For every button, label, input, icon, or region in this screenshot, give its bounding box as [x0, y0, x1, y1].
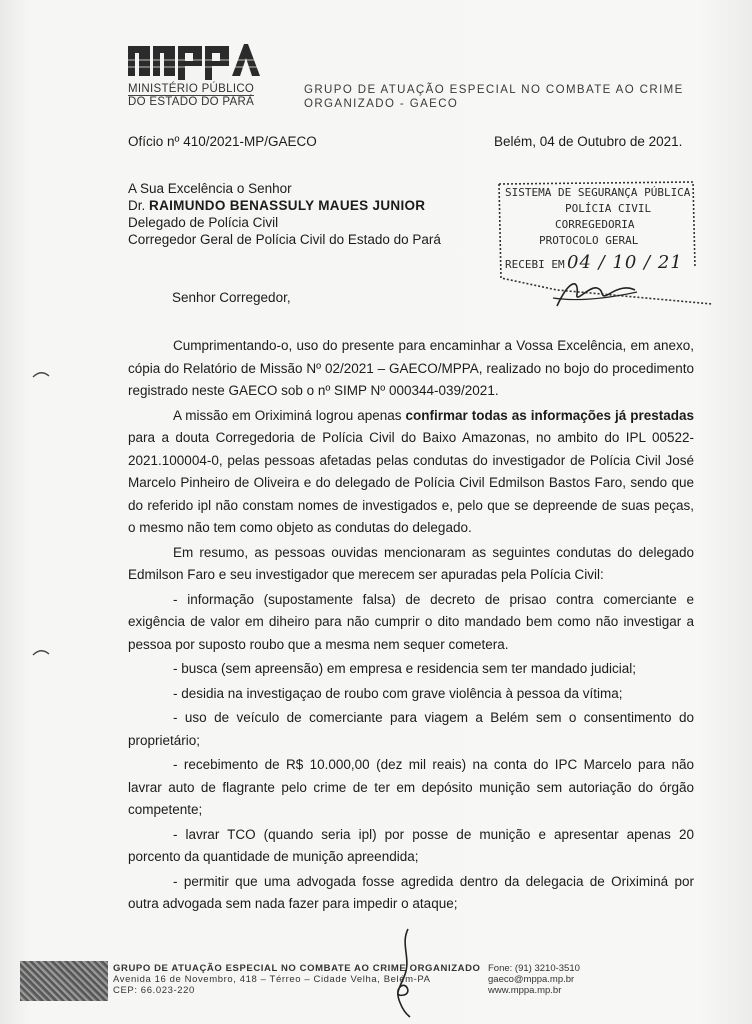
stamp-line-2: POLÍCIA CIVIL	[565, 202, 652, 215]
paragraph-1: Cumprimentando-o, uso do presente para encaminhar a Vossa Excelência, em anexo, cópia do Relatório de Missão Nº 02/2021 – GAECO/MPPA, realizado no bojo do procedimento registrado neste GAECO sob o nº SIMP Nº 000344-039/2021.	[128, 338, 694, 398]
addressee-name-line	[128, 197, 441, 214]
signature	[386, 925, 426, 1020]
list-item: - busca (sem apreensão) em empresa e residencia sem ter mandado judicial;	[173, 661, 636, 676]
stamp-signature	[549, 276, 639, 310]
letter-body	[128, 335, 694, 918]
paragraph-2-bold: confirmar todas as informações já prestadas	[405, 407, 694, 423]
paragraph-2-end: para a douta Corregedoria de Polícia Civil do Baixo Amazonas, no ambito do IPL 00522-2021.100004-0, pelas pessoas afetadas pelas condutas do investigador de Polícia Civil José Marcelo Pinheiro de Oliveira e do delegado de Polícia Civil Edmilson Bastos Faro, sendo que do referido ipl não constam nomes de investigados e, pelo que se depreende de suas peças, o mesmo não tem como objeto as condutas do delegado.	[128, 430, 694, 535]
addressee-name: RAIMUNDO BENASSULY MAUES JUNIOR	[149, 198, 426, 213]
addressee-line-4: Corregedor Geral de Polícia Civil do Estado do Pará	[128, 232, 441, 247]
footer-site: www.mppa.mp.br	[488, 985, 562, 996]
paragraph-3: Em resumo, as pessoas ouvidas mencionaram as seguintes condutas do delegado Edmilson Faro e seu investigador que merecem ser apuradas pela Polícia Civil:	[128, 544, 694, 582]
stamp-line-4: PROTOCOLO GERAL	[539, 234, 639, 247]
addressee-prefix: Dr.	[128, 198, 150, 213]
mppa-logo	[128, 40, 260, 80]
list-item: - lavrar TCO (quando seria ipl) por posse de munição e apresentar apenas 20 porcento da quantidade de munição apreendida;	[128, 826, 694, 864]
paragraph-2	[128, 405, 694, 540]
footer-address: Avenida 16 de Novembro, 418 – Térreo – Cidade Velha, Belém-PA	[113, 974, 431, 985]
addressee-line-1: A Sua Excelência o Senhor	[128, 181, 292, 196]
footer-cep: CEP: 66.023-220	[113, 985, 195, 996]
addressee-block	[128, 180, 441, 248]
logo-line-1: MINISTÉRIO PÚBLICO	[128, 83, 255, 95]
document-date: Belém, 04 de Outubro de 2021.	[494, 134, 683, 149]
footer-logo-block	[20, 961, 108, 1001]
group-heading-line-1: GRUPO DE ATUAÇÃO ESPECIAL NO COMBATE AO CRIME	[304, 84, 684, 96]
paragraph-2-start: A missão em Oriximiná logrou apenas	[173, 407, 406, 423]
group-heading	[304, 83, 694, 111]
salutation: Senhor Corregedor,	[172, 290, 291, 305]
footer-phone: Fone: (91) 3210-3510	[488, 963, 580, 974]
stamp-line-3: CORREGEDORIA	[555, 218, 635, 231]
list-item: - recebimento de R$ 10.000,00 (dez mil reais) na conta do IPC Marcelo para não lavrar auto de flagrante pelo crime de ter em depósito munição sem autoriação do órgão competente;	[128, 757, 694, 817]
addressee-line-3: Delegado de Polícia Civil	[128, 215, 279, 230]
hole-mark	[32, 370, 50, 378]
list-item: - informação (supostamente falsa) de decreto de prisao contra comerciante e exigência de valor em diheiro para não cumprir o dito mandado bem como não investigar a pessoa por suposto roubo que a mesma nem sequer cometera.	[128, 591, 694, 652]
hole-mark	[32, 648, 50, 656]
stamp-line-1: SISTEMA DE SEGURANÇA PÚBLICA	[505, 186, 691, 199]
logo-subtitle	[128, 83, 254, 108]
list-item: - desidia na investigaçao de roubo com grave violência à pessoa da vítima;	[173, 685, 623, 701]
footer-contact	[488, 963, 580, 996]
protocol-stamp	[497, 180, 694, 292]
footer-email: gaeco@mppa.mp.br	[488, 974, 575, 985]
oficio-number: Ofício nº 410/2021-MP/GAECO	[128, 134, 317, 149]
stamp-received-date: 04 / 10 / 21	[567, 252, 683, 273]
stamp-received-label: RECEBI EM	[505, 258, 565, 271]
footer-org-name: GRUPO DE ATUAÇÃO ESPECIAL NO COMBATE AO CRIME ORGANIZADO	[113, 963, 481, 974]
logo-line-2: DO ESTADO DO PARÁ	[128, 96, 255, 108]
list-item: - permitir que uma advogada fosse agredida dentro da delegacia de Oriximiná por outra advogada sem nada fazer para impedir o ataque;	[128, 873, 694, 911]
list-item: - uso de veículo de comerciante para viagem a Belém sem o consentimento do proprietário;	[128, 710, 694, 748]
group-heading-line-2: ORGANIZADO - GAECO	[304, 98, 459, 110]
